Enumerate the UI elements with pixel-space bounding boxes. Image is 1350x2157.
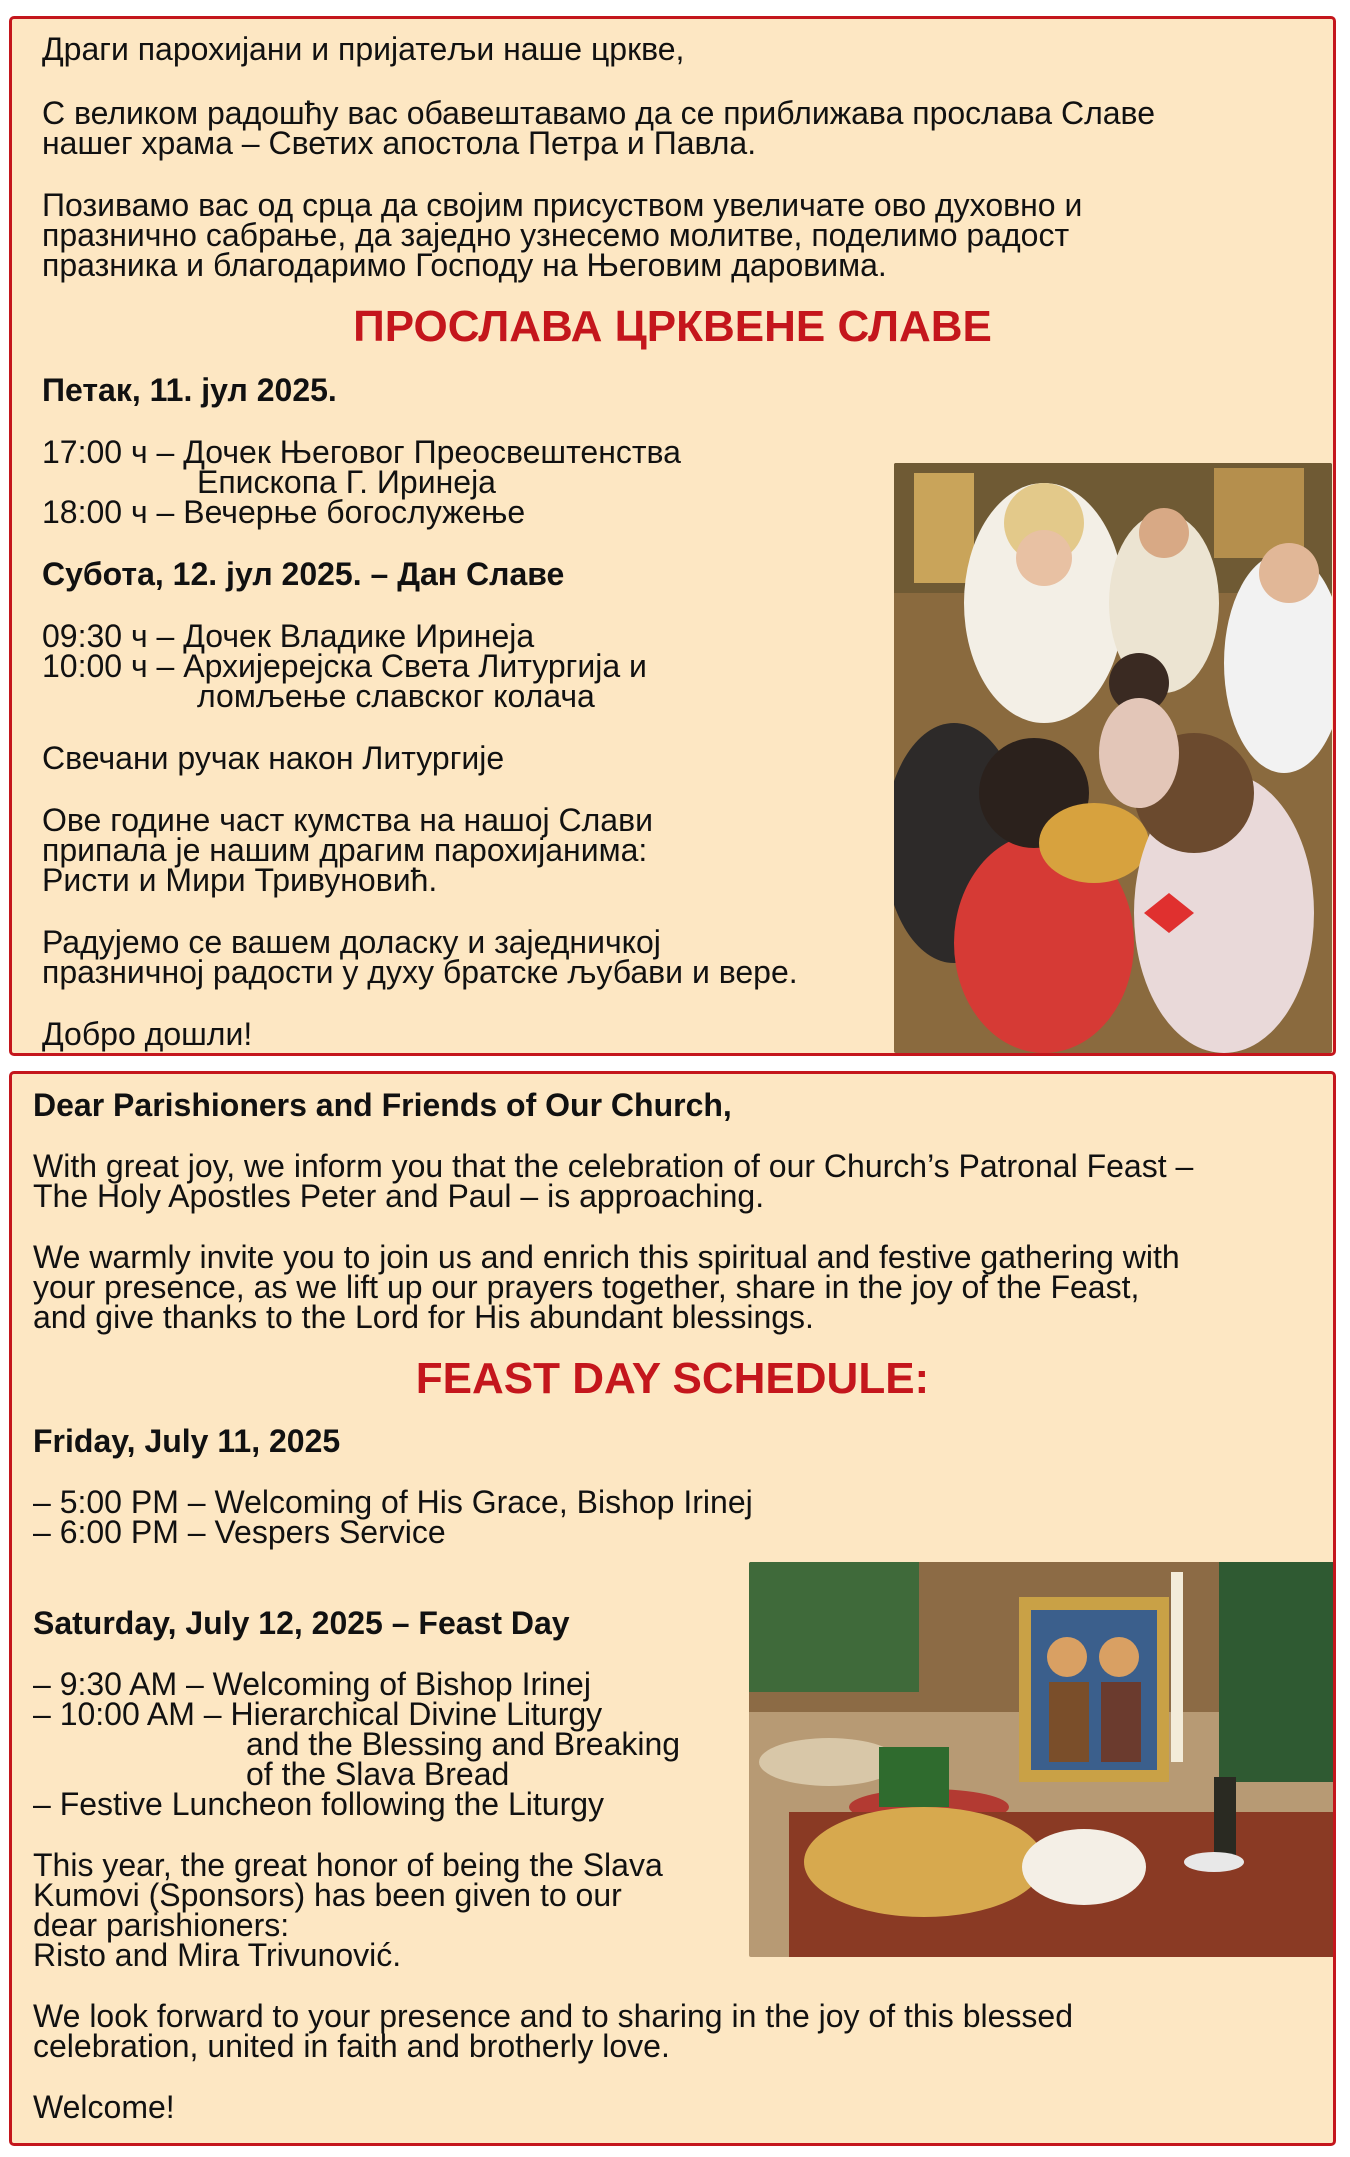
sr-friday-date: Петак, 11. јул 2025. xyxy=(42,372,337,408)
en-friday-item-1: – 5:00 PM – Welcoming of His Grace, Bishop Irinej xyxy=(33,1484,753,1520)
en-para1-line2: The Holy Apostles Peter and Paul – is approaching. xyxy=(33,1178,765,1214)
sr-greeting: Драги парохијани и пријатељи наше цркве, xyxy=(42,31,685,67)
sr-saturday-item-2: 10:00 ч – Архијерејска Света Литургија и xyxy=(42,648,647,684)
sr-kumovi-line3: Ристи и Мири Тривуновић. xyxy=(42,862,438,898)
en-kumovi-line4: Risto and Mira Trivunović. xyxy=(33,1937,402,1973)
sr-para2-line1: Позивамо вас од срца да својим присуством увеличате ово духовно и xyxy=(42,187,1083,223)
bishop-children-photo-image xyxy=(894,463,1332,1053)
en-para1-line1: With great joy, we inform you that the celebration of our Church’s Patronal Feast – xyxy=(33,1148,1194,1184)
en-saturday-item-1: – 9:30 AM – Welcoming of Bishop Irinej xyxy=(33,1666,591,1702)
slava-table-photo xyxy=(749,1562,1336,1957)
serbian-invitation-panel xyxy=(9,16,1336,1056)
bishop-children-photo xyxy=(894,463,1332,1053)
sr-closing-line1: Радујемо се вашем доласку и заједничкој xyxy=(42,924,661,960)
slava-table-photo-image xyxy=(749,1562,1336,1957)
en-closing-line2: celebration, united in faith and brotherly love. xyxy=(33,2028,670,2064)
sr-welcome: Добро дошли! xyxy=(42,1016,253,1052)
sr-closing-line2: празничној радости у духу братске љубави и вере. xyxy=(42,954,798,990)
en-para2-line2: your presence, as we lift up our prayers together, share in the joy of the Feast, xyxy=(33,1269,1140,1305)
english-invitation-panel xyxy=(9,1071,1336,2146)
en-saturday-date: Saturday, July 12, 2025 – Feast Day xyxy=(33,1605,570,1641)
sr-para2-line3: празника и благодаримо Господу на Његовим даровима. xyxy=(42,247,887,283)
sr-heading: ПРОСЛАВА ЦРКВЕНЕ СЛАВЕ xyxy=(353,302,992,351)
sr-friday-item-1-cont: Епископа Г. Иринеја xyxy=(197,464,496,500)
sr-saturday-item-2-cont: ломљење славског колача xyxy=(197,678,595,714)
en-greeting: Dear Parishioners and Friends of Our Church, xyxy=(33,1087,732,1123)
sr-saturday-date: Субота, 12. јул 2025. – Дан Славе xyxy=(42,556,565,592)
en-closing-line1: We look forward to your presence and to sharing in the joy of this blessed xyxy=(33,1998,1073,2034)
sr-luncheon: Свечани ручак након Литургије xyxy=(42,740,505,776)
en-friday-item-2: – 6:00 PM – Vespers Service xyxy=(33,1514,446,1550)
sr-saturday-item-1: 09:30 ч – Дочек Владике Иринеја xyxy=(42,618,535,654)
en-kumovi-line2: Kumovi (Sponsors) has been given to our xyxy=(33,1877,622,1913)
en-welcome: Welcome! xyxy=(33,2089,175,2125)
sr-para1-line2: нашег храма – Светих апостола Петра и Павла. xyxy=(42,125,757,161)
en-saturday-item-2-cont2: of the Slava Bread xyxy=(246,1756,510,1792)
en-para2-line3: and give thanks to the Lord for His abundant blessings. xyxy=(33,1299,814,1335)
sr-para2-line2: празнично сабрање, да заједно узнесемо молитве, поделимо радост xyxy=(42,217,1070,253)
en-heading: FEAST DAY SCHEDULE: xyxy=(415,1354,930,1403)
en-kumovi-line1: This year, the great honor of being the Slava xyxy=(33,1847,663,1883)
sr-kumovi-line2: припала је нашим драгим парохијанима: xyxy=(42,832,648,868)
sr-friday-item-2: 18:00 ч – Вечерње богослужење xyxy=(42,494,526,530)
en-saturday-item-2: – 10:00 AM – Hierarchical Divine Liturgy xyxy=(33,1696,603,1732)
sr-friday-item-1: 17:00 ч – Дочек Његовог Преосвештенства xyxy=(42,434,681,470)
en-friday-date: Friday, July 11, 2025 xyxy=(33,1423,341,1459)
en-saturday-item-3: – Festive Luncheon following the Liturgy xyxy=(33,1786,605,1822)
en-kumovi-line3: dear parishioners: xyxy=(33,1907,290,1943)
en-para2-line1: We warmly invite you to join us and enrich this spiritual and festive gathering with xyxy=(33,1239,1180,1275)
en-saturday-item-2-cont1: and the Blessing and Breaking xyxy=(246,1726,681,1762)
sr-kumovi-line1: Ове године част кумства на нашој Слави xyxy=(42,802,653,838)
sr-para1-line1: С великом радошћу вас обавештавамо да се приближава прослава Славе xyxy=(42,95,1155,131)
